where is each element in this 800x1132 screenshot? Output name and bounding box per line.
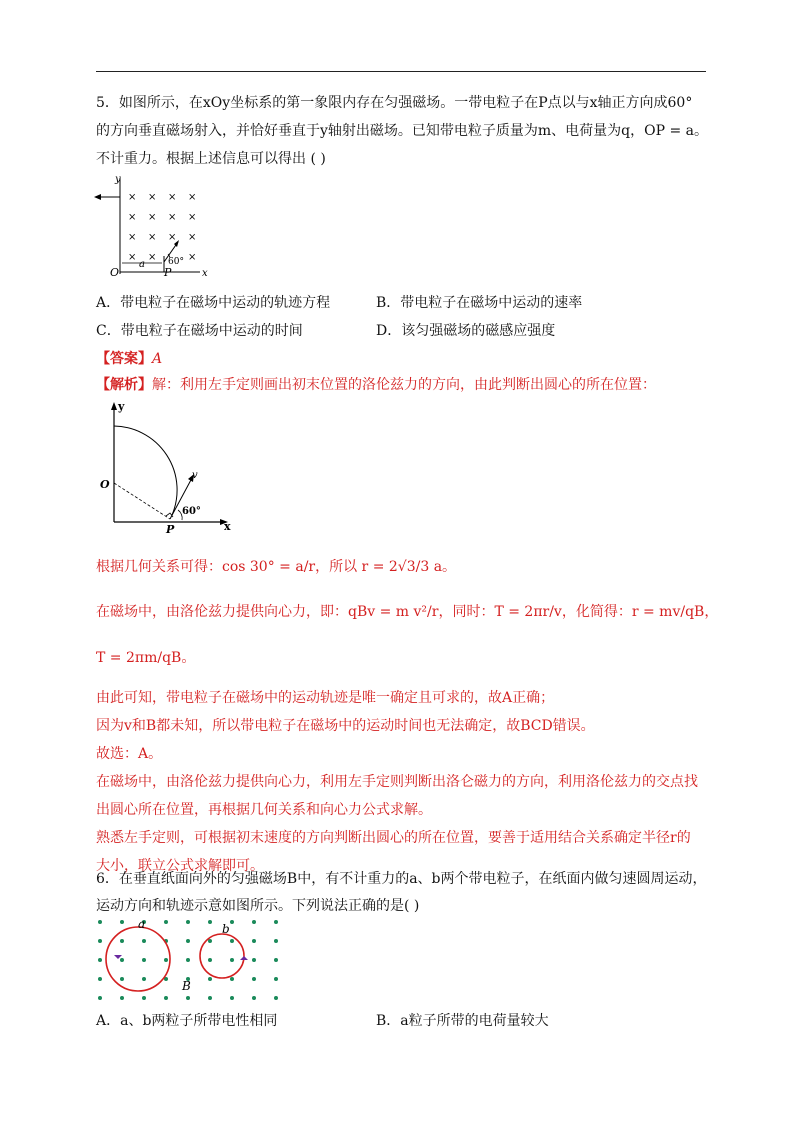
q6-figure-circles — [92, 912, 282, 1002]
q5-fig1-field-crosses — [128, 192, 196, 263]
svg-text:×: × — [148, 192, 157, 203]
q5-fig1-P-label: P — [164, 266, 172, 279]
field-dot — [186, 920, 190, 924]
q6-option-a: A．a、b两粒子所带电性相同 — [96, 1013, 278, 1029]
q5-option-c: C．带电粒子在磁场中运动的时间 — [96, 323, 303, 339]
field-dot — [98, 958, 102, 962]
field-dot — [274, 920, 278, 924]
field-dot — [98, 996, 102, 1000]
svg-text:×: × — [128, 232, 137, 243]
q5-conclusion-2: 因为v和B都未知，所以带电粒子在磁场中的运动时间也无法确定，故BCD错误。 — [96, 718, 595, 734]
field-dot — [120, 939, 124, 943]
field-dot — [186, 996, 190, 1000]
q6-option-b: B．a粒子所带的电荷量较大 — [376, 1013, 549, 1029]
q6-label-a: a — [138, 917, 146, 931]
analysis-label: 【解析】 — [96, 377, 152, 393]
field-dot — [208, 939, 212, 943]
svg-text:×: × — [148, 252, 157, 263]
field-dot — [208, 996, 212, 1000]
field-dot — [230, 939, 234, 943]
q5-eq2: 在磁场中，由洛伦兹力提供向心力，即：qBv = m v²/r，同时：T = 2πr/v，化简得：r = mv/qB， — [96, 604, 719, 620]
analysis-first: 解：利用左手定则画出初末位置的洛伦兹力的方向，由此判断出圆心的所在位置： — [152, 377, 656, 393]
q5-fig1-a-label: a — [139, 259, 145, 270]
field-dot — [186, 958, 190, 962]
q5-fig1-x-label: x — [202, 268, 208, 279]
field-dot — [274, 939, 278, 943]
field-dot — [230, 996, 234, 1000]
q6-stem-line2: 运动方向和轨迹示意如图所示。下列说法正确的是( ) — [96, 898, 420, 914]
svg-text:×: × — [168, 232, 177, 243]
field-dot — [120, 977, 124, 981]
svg-text:×: × — [188, 212, 197, 223]
svg-text:×: × — [168, 212, 177, 223]
q5-eq1: 根据几何关系可得：cos 30° = a/r，所以 r = 2√3/3 a。 — [96, 559, 457, 575]
q5-fig2-O-label: O — [100, 478, 110, 491]
field-dot — [164, 920, 168, 924]
field-dot — [230, 920, 234, 924]
field-dot — [142, 958, 146, 962]
field-dot — [120, 920, 124, 924]
svg-text:×: × — [128, 212, 137, 223]
q5-fig2-v-label: v — [192, 470, 198, 481]
svg-text:×: × — [188, 192, 197, 203]
q5-conclusion-1: 由此可知，带电粒子在磁场中的运动轨迹是唯一确定且可求的，故A正确； — [96, 690, 555, 706]
svg-text:×: × — [128, 252, 137, 263]
q5-stem-line1: 5．如图所示，在xOy坐标系的第一象限内存在匀强磁场。一带电粒子在P点以与x轴正方向成60° — [96, 95, 693, 111]
q5-option-b: B．带电粒子在磁场中运动的速率 — [376, 295, 583, 311]
q6-label-B: B — [182, 979, 191, 993]
q5-option-d: D．该匀强磁场的磁感应强度 — [376, 323, 556, 339]
answer-label: 【答案】 — [96, 351, 152, 367]
header-rule — [96, 71, 706, 72]
field-dot — [120, 958, 124, 962]
q5-fig2-P-label: P — [166, 523, 175, 533]
field-dot — [230, 977, 234, 981]
field-dot — [142, 977, 146, 981]
svg-text:×: × — [148, 232, 157, 243]
answer-value: A — [152, 351, 163, 367]
svg-text:×: × — [188, 232, 197, 243]
q6-label-b: b — [222, 922, 230, 936]
q5-answer-line — [96, 349, 162, 369]
field-dot — [98, 920, 102, 924]
field-dot — [230, 958, 234, 962]
svg-text:×: × — [148, 212, 157, 223]
field-dot — [142, 996, 146, 1000]
svg-text:×: × — [188, 252, 197, 263]
field-dot — [252, 920, 256, 924]
q5-fig2-x-label: x — [224, 520, 231, 533]
q5-conclusion-7: 大小，联立公式求解即可。 — [96, 858, 264, 874]
field-dot — [164, 996, 168, 1000]
q5-conclusion-5: 出圆心所在位置，再根据几何关系和向心力公式求解。 — [96, 802, 432, 818]
q5-fig2-angle-label: 60° — [182, 506, 201, 517]
field-dot — [274, 996, 278, 1000]
field-dot — [274, 958, 278, 962]
q5-analysis-line — [96, 375, 656, 395]
field-dot — [252, 977, 256, 981]
q5-stem-line2: 的方向垂直磁场射入，并恰好垂直于y轴射出磁场。已知带电粒子质量为m、电荷量为q，OP = a。 — [96, 123, 709, 139]
field-dot — [252, 996, 256, 1000]
field-dot — [208, 958, 212, 962]
q5-fig2-y-label: y — [118, 400, 125, 413]
field-dot — [186, 939, 190, 943]
q6-stem-line1: 6．在垂直纸面向外的匀强磁场B中，有不计重力的a、b两个带电粒子，在纸面内做匀速圆周运动， — [96, 871, 707, 887]
field-dot — [98, 977, 102, 981]
q5-eq3: T = 2πm/qB。 — [96, 650, 196, 666]
field-dot — [208, 920, 212, 924]
field-dot — [98, 939, 102, 943]
field-dot — [142, 939, 146, 943]
q5-fig1-origin-label: O — [110, 266, 120, 279]
q5-figure-field — [90, 172, 220, 282]
field-dot — [274, 977, 278, 981]
field-dot — [164, 958, 168, 962]
q5-option-a: A．带电粒子在磁场中运动的轨迹方程 — [96, 295, 331, 311]
field-dot — [252, 939, 256, 943]
q5-conclusion-4: 在磁场中，由洛伦兹力提供向心力，利用左手定则判断出洛仑磁力的方向，利用洛伦兹力的交点找 — [96, 774, 698, 790]
q5-figure-trajectory — [96, 398, 236, 533]
q5-fig1-y-label: y — [115, 174, 121, 185]
field-dot — [208, 977, 212, 981]
q5-conclusion-6: 熟悉左手定则，可根据初末速度的方向判断出圆心的所在位置，要善于适用结合关系确定半径r的 — [96, 830, 691, 846]
svg-text:×: × — [168, 192, 177, 203]
q5-stem-line3: 不计重力。根据上述信息可以得出 ( ) — [96, 151, 326, 167]
q5-conclusion-3: 故选：A。 — [96, 746, 163, 762]
q5-fig1-angle-label: 60° — [168, 257, 184, 267]
field-dot — [252, 958, 256, 962]
field-dot — [120, 996, 124, 1000]
svg-text:×: × — [128, 192, 137, 203]
